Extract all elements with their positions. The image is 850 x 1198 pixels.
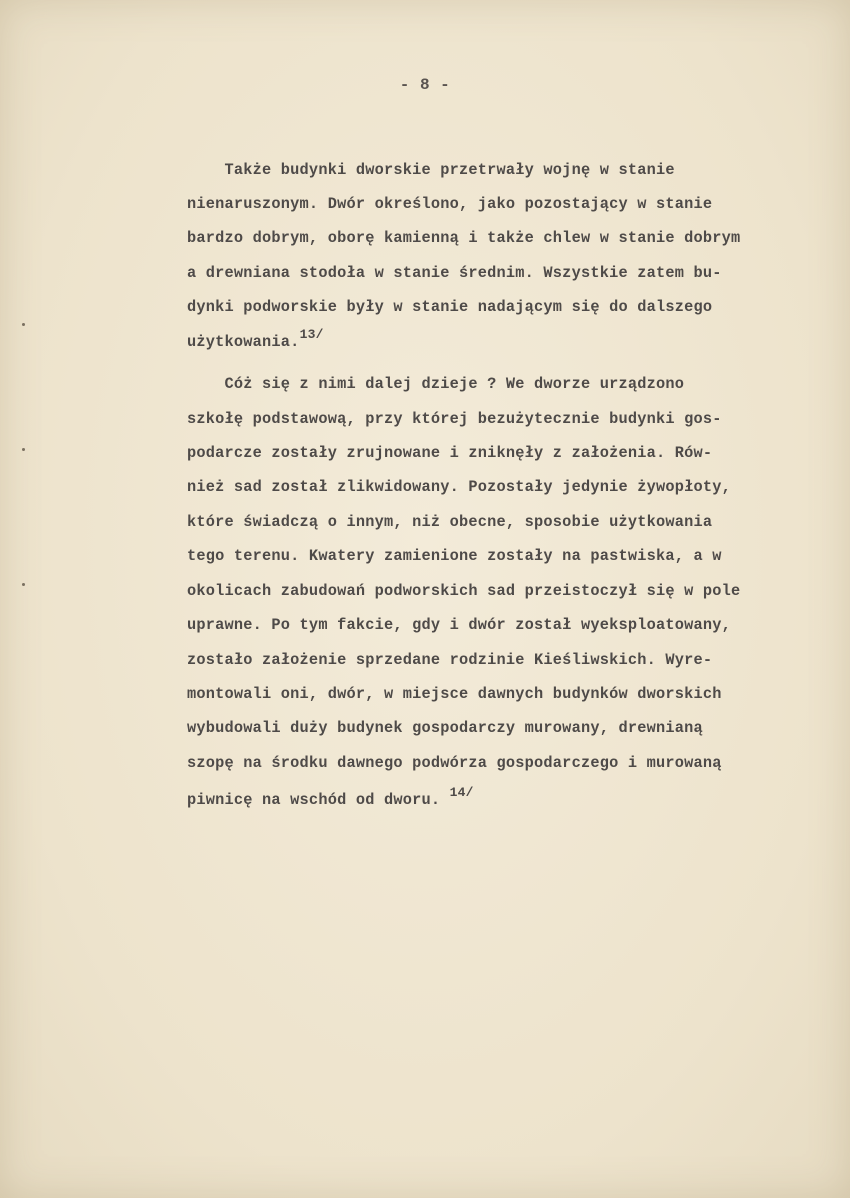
footnote-ref: 13/ (299, 327, 324, 342)
punch-mark (22, 583, 25, 586)
text-line: piwnicę na wschód od dworu. (187, 791, 450, 809)
text-line: nienaruszonym. Dwór określono, jako pozostający w stanie (187, 195, 713, 213)
text-line: podarcze zostały zrujnowane i zniknęły z założenia. Rów- (187, 444, 713, 462)
text-line: szopę na środku dawnego podwórza gospodarczego i murowaną (187, 754, 722, 772)
text-line: wybudowali duży budynek gospodarczy murowany, drewnianą (187, 719, 703, 737)
footnote-ref: 14/ (449, 785, 474, 800)
text-line-with-footnote (187, 785, 474, 811)
text-line: zostało założenie sprzedane rodzinie Kieśliwskich. Wyre- (187, 651, 713, 669)
text-line: nież sad został zlikwidowany. Pozostały jedynie żywopłoty, (187, 478, 732, 496)
text-line: Cóż się z nimi dalej dzieje ? We dworze urządzono (187, 375, 685, 393)
text-line: okolicach zabudowań podworskich sad przeistoczył się w pole (187, 582, 741, 600)
text-line: montowali oni, dwór, w miejsce dawnych budynków dworskich (187, 685, 722, 703)
page-number: - 8 - (399, 76, 451, 94)
punch-mark (22, 448, 25, 451)
text-line: bardzo dobrym, oborę kamienną i także chlew w stanie dobrym (187, 229, 741, 247)
text-line: a drewniana stodoła w stanie średnim. Wszystkie zatem bu- (187, 264, 722, 282)
text-line: szkołę podstawową, przy której bezużytecznie budynki gos- (187, 410, 722, 428)
text-line: Także budynki dworskie przetrwały wojnę w stanie (187, 161, 675, 179)
text-line: użytkowania. (187, 333, 300, 351)
text-line: tego terenu. Kwatery zamienione zostały na pastwiska, a w (187, 547, 722, 565)
text-line-with-footnote (187, 327, 324, 353)
text-line: uprawne. Po tym fakcie, gdy i dwór został wyeksploatowany, (187, 616, 732, 634)
text-line: dynki podworskie były w stanie nadającym się do dalszego (187, 298, 713, 316)
text-line: które świadczą o innym, niż obecne, sposobie użytkowania (187, 513, 713, 531)
punch-mark (22, 323, 25, 326)
